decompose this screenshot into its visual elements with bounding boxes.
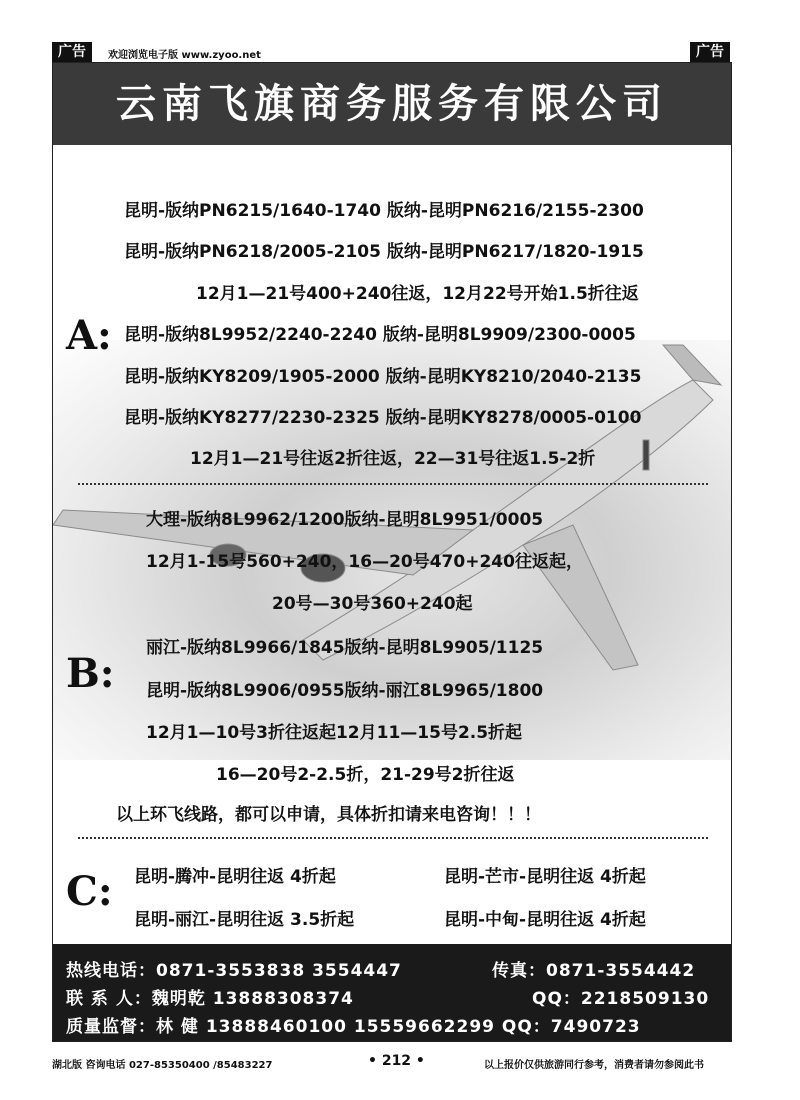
section-a-line-6: 昆明-版纳KY8277/2230-2325 版纳-昆明KY8278/0005-0100 (124, 408, 642, 428)
divider-b-c (78, 837, 708, 839)
route-mangshi: 昆明-芒市-昆明往返 4折起 (444, 867, 646, 887)
welcome-text: 欢迎浏览电子版 www.zyoo.net (108, 50, 261, 61)
disclaimer: 以上报价仅供旅游同行参考，消费者请勿参阅此书 (484, 1060, 704, 1071)
section-a-line-1: 昆明-版纳PN6215/1640-1740 版纳-昆明PN6216/2155-2300 (124, 201, 644, 221)
section-a-label: A: (66, 312, 112, 359)
fax: 传真：0871-3554442 (492, 961, 696, 981)
section-a-line-2: 昆明-版纳PN6218/2005-2105 版纳-昆明PN6217/1820-1915 (124, 242, 644, 262)
page-number: • 212 • (368, 1053, 425, 1069)
ad-tag-left: 广告 (52, 42, 92, 62)
company-title: 云南飞旗商务服务有限公司 (116, 80, 668, 127)
section-b-line-3: 20号—30号360+240起 (272, 594, 473, 614)
hotline: 热线电话：0871-3553838 3554447 (66, 961, 402, 981)
section-a-line-4: 昆明-版纳8L9952/2240-2240 版纳-昆明8L9909/2300-0005 (124, 325, 636, 345)
section-b-line-6: 12月1—10号3折往返起12月11—15号2.5折起 (146, 723, 523, 743)
route-tengchong: 昆明-腾冲-昆明往返 4折起 (134, 867, 336, 887)
section-b-note: 以上环飞线路，都可以申请，具体折扣请来电咨询！！！ (116, 805, 541, 825)
section-c-label: C: (66, 868, 113, 915)
divider-a-b (78, 483, 708, 485)
contact-person: 联 系 人：魏明乾 13888308374 (66, 989, 354, 1009)
quality-supervisor: 质量监督：林 健 13888460100 15559662299 QQ：7490723 (66, 1017, 641, 1037)
section-a-line-3: 12月1—21号400+240往返，12月22号开始1.5折往返 (196, 284, 639, 304)
qq-1: QQ：2218509130 (532, 989, 710, 1009)
section-b-line-5: 昆明-版纳8L9906/0955版纳-丽江8L9965/1800 (146, 681, 544, 701)
section-a-line-5: 昆明-版纳KY8209/1905-2000 版纳-昆明KY8210/2040-2135 (124, 367, 642, 387)
route-lijiang: 昆明-丽江-昆明往返 3.5折起 (134, 910, 355, 930)
section-b-line-4: 丽江-版纳8L9966/1845版纳-昆明8L9905/1125 (146, 638, 544, 658)
section-b-line-7: 16—20号2-2.5折，21-29号2折往返 (216, 765, 515, 785)
route-zhongdian: 昆明-中甸-昆明往返 4折起 (444, 910, 646, 930)
edition-info: 湖北版 咨询电话 027-85350400 /85483227 (52, 1060, 273, 1071)
section-a-line-7: 12月1—21号往返2折往返，22—31号往返1.5-2折 (190, 449, 596, 469)
section-b-label: B: (66, 650, 115, 697)
section-b-line-1: 大理-版纳8L9962/1200版纳-昆明8L9951/0005 (146, 510, 544, 530)
section-b-line-2: 12月1-15号560+240，16—20号470+240往返起， (146, 552, 583, 572)
ad-tag-right: 广告 (690, 42, 730, 62)
